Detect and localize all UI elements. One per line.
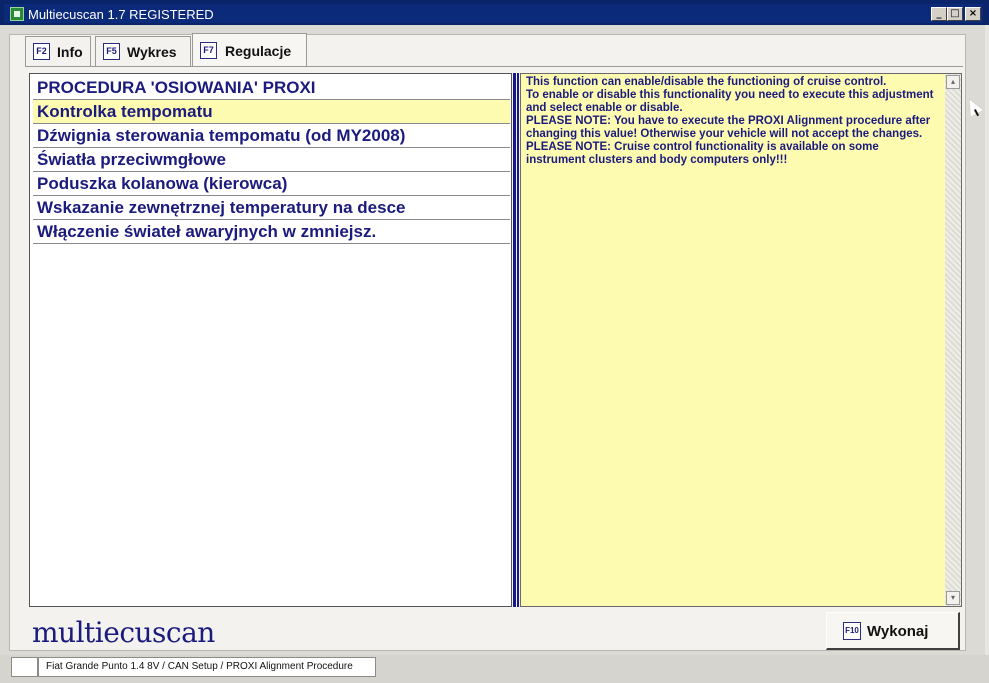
list-item[interactable]: Poduszka kolanowa (kierowca) [33, 172, 510, 196]
description-text: This function can enable/disable the functioning of cruise control. To enable or disable this functionality you need to execute this adjustment and select enable or disable. PLEASE NOTE: You have to execute the PROXI Alignment procedure after changing this value! Otherwise your vehicle will not accept the changes. PLEASE NOTE: Cruise control functionality is available on some instrument clusters and body computers only!!! [526, 76, 934, 166]
minimize-button[interactable] [931, 7, 947, 21]
f10-key-icon: F10 [843, 622, 861, 640]
window-right-edge [985, 25, 989, 683]
close-button[interactable] [965, 7, 981, 21]
f7-key-icon: F7 [200, 42, 217, 59]
tab-info-label: Info [57, 44, 83, 60]
list-item[interactable]: Światła przeciwmgłowe [33, 148, 510, 172]
status-cell-path [38, 657, 376, 677]
window-title: Multiecuscan 1.7 REGISTERED [28, 7, 214, 22]
tab-regulacje[interactable] [192, 33, 307, 67]
brand-logo: multiecuscan [32, 616, 215, 649]
close-icon: × [968, 8, 978, 19]
status-bar [0, 655, 989, 683]
description-scrollbar[interactable] [945, 74, 961, 606]
status-path-text: Fiat Grande Punto 1.4 8V / CAN Setup / PROXI Alignment Procedure [46, 661, 353, 672]
tab-divider [25, 66, 963, 67]
tab-wykres-label: Wykres [127, 44, 177, 60]
list-item[interactable]: Wskazanie zewnętrznej temperatury na desce [33, 196, 510, 220]
execute-button[interactable] [826, 612, 960, 650]
tab-info[interactable] [25, 36, 91, 66]
chevron-up-icon: ▴ [950, 77, 955, 86]
maximize-button[interactable] [947, 7, 963, 21]
app-icon [10, 7, 24, 21]
mouse-cursor-icon [963, 96, 983, 117]
status-cell-empty [11, 657, 38, 677]
panel-splitter[interactable] [513, 73, 516, 607]
tab-regulacje-label: Regulacje [225, 43, 292, 59]
title-bar [0, 0, 989, 25]
f5-key-icon: F5 [103, 43, 120, 60]
maximize-icon: □ [950, 8, 960, 19]
description-panel [520, 73, 962, 607]
execute-button-label: Wykonaj [867, 623, 929, 640]
panel-splitter-line [517, 73, 519, 607]
tab-wykres[interactable] [95, 36, 191, 66]
chevron-down-icon: ▾ [950, 593, 955, 602]
minimize-icon: _ [936, 8, 942, 19]
f2-key-icon: F2 [33, 43, 50, 60]
list-item[interactable]: Dźwignia sterowania tempomatu (od MY2008) [33, 124, 510, 148]
procedure-list[interactable] [29, 73, 512, 607]
list-item[interactable]: PROCEDURA 'OSIOWANIA' PROXI [33, 76, 510, 100]
scroll-up-button[interactable] [946, 75, 960, 89]
scroll-down-button[interactable] [946, 591, 960, 605]
list-item-selected[interactable]: Kontrolka tempomatu [33, 100, 510, 124]
list-item[interactable]: Włączenie świateł awaryjnych w zmniejsz. [33, 220, 510, 244]
